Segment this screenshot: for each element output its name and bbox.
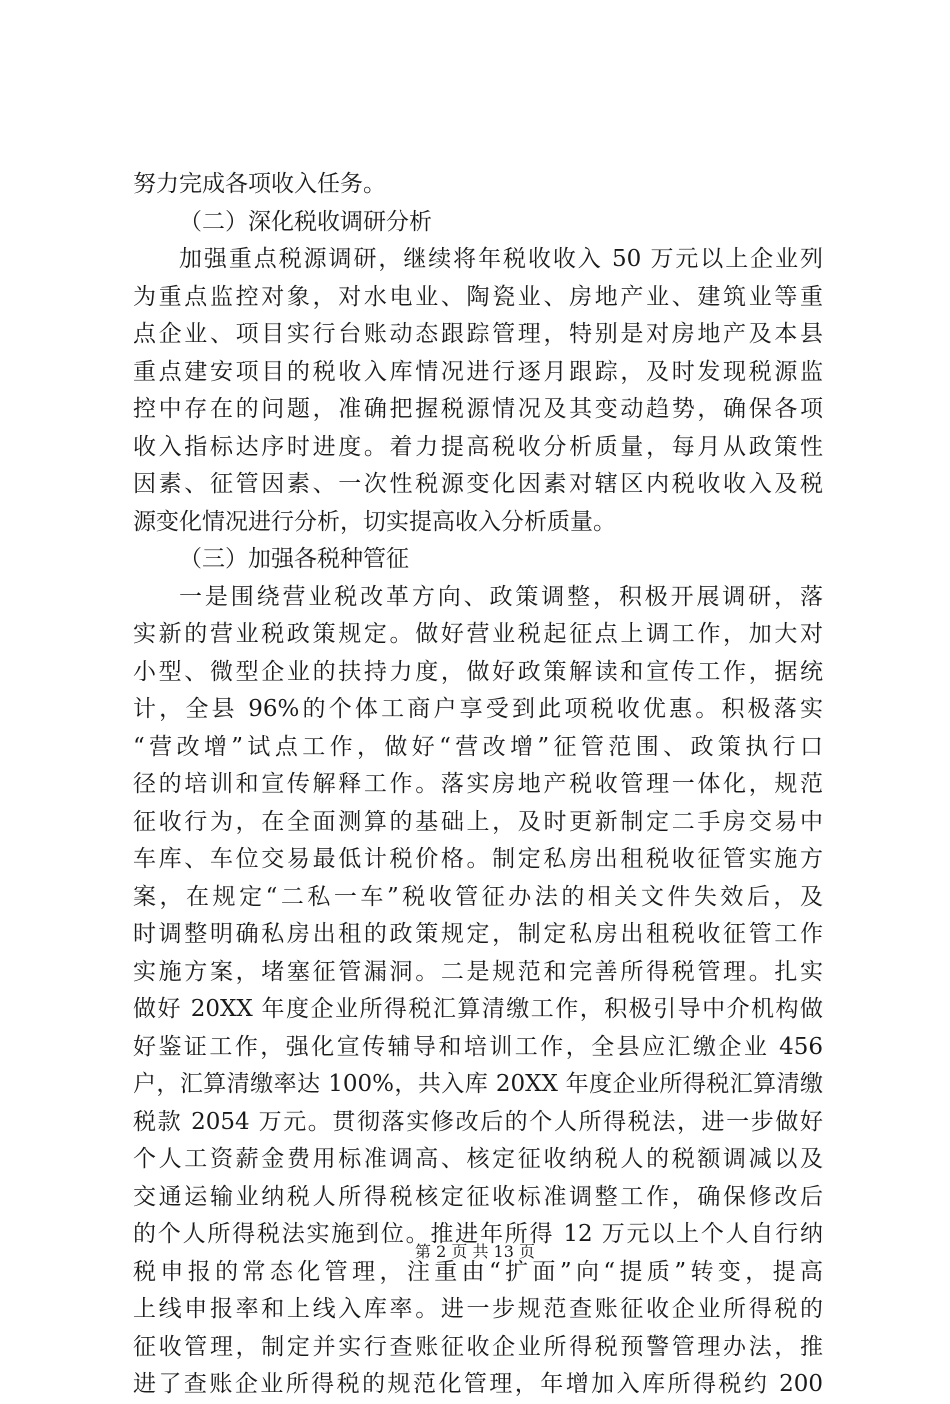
text-line: 案，在规定“二私一车”税收管征办法的相关文件失效后，及 [133, 883, 823, 910]
text-line: 税申报的常态化管理，注重由“扩面”向“提质”转变，提高 [133, 1258, 823, 1285]
text-line: 收入指标达序时进度。着力提高税收分析质量，每月从政策性 [133, 433, 823, 460]
text-line: 车库、车位交易最低计税价格。制定私房出租税收征管实施方 [133, 846, 823, 872]
text-line: 时调整明确私房出租的政策规定，制定私房出租税收征管工作 [133, 921, 823, 947]
text-line: 计，全县 96%的个体工商户享受到此项税收优惠。积极落实 [133, 696, 823, 722]
text-line: 小型、微型企业的扶持力度，做好政策解读和宣传工作，据统 [133, 658, 823, 685]
text-line: 个人工资薪金费用标准调高、核定征收纳税人的税额调减以及 [133, 1146, 823, 1172]
text-line: 征收管理，制定并实行查账征收企业所得税预警管理办法，推 [133, 1333, 823, 1360]
text-line: 努力完成各项收入任务。 [133, 171, 386, 197]
text-line: 为重点监控对象，对水电业、陶瓷业、房地产业、建筑业等重 [133, 283, 823, 310]
text-line: 控中存在的问题，准确把握税源情况及其变动趋势，确保各项 [133, 396, 823, 422]
text-line: 实施方案，堵塞征管漏洞。二是规范和完善所得税管理。扎实 [133, 958, 823, 985]
text-line: 一是围绕营业税改革方向、政策调整，积极开展调研，落 [179, 583, 823, 610]
text-line: 做好 20XX 年度企业所得税汇算清缴工作，积极引导中介机构做 [133, 996, 823, 1022]
text-line: 交通运输业纳税人所得税核定征收标准调整工作，确保修改后 [133, 1183, 823, 1210]
page-footer: 第 2 页 共 13 页 [415, 1242, 535, 1261]
text-line: 因素、征管因素、一次性税源变化因素对辖区内税收收入及税 [133, 471, 823, 497]
section-heading: （二）深化税收调研分析 [179, 208, 432, 235]
text-line: 好鉴证工作，强化宣传辅导和培训工作，全县应汇缴企业 456 [133, 1033, 823, 1060]
text-line: 上线申报率和上线入库率。进一步规范查账征收企业所得税的 [133, 1296, 823, 1322]
text-line: 户，汇算清缴率达 100%，共入库 20XX 年度企业所得税汇算清缴 [133, 1071, 823, 1097]
document-body [133, 166, 823, 1404]
text-line: 源变化情况进行分析，切实提高收入分析质量。 [133, 508, 616, 535]
text-line: 加强重点税源调研，继续将年税收收入 50 万元以上企业列 [179, 246, 823, 272]
text-line: 税款 2054 万元。贯彻落实修改后的个人所得税法，进一步做好 [133, 1108, 823, 1135]
text-line: 进了查账企业所得税的规范化管理，年增加入库所得税约 200 [133, 1371, 823, 1397]
text-line: 径的培训和宣传解释工作。落实房地产税收管理一体化，规范 [133, 771, 823, 797]
text-line: 征收行为，在全面测算的基础上，及时更新制定二手房交易中 [133, 808, 823, 835]
text-line: 点企业、项目实行台账动态跟踪管理，特别是对房地产及本县 [133, 321, 823, 347]
section-heading: （三）加强各税种管征 [179, 546, 409, 572]
text-line: 重点建安项目的税收入库情况进行逐月跟踪，及时发现税源监 [133, 358, 823, 385]
text-line: 实新的营业税政策规定。做好营业税起征点上调工作，加大对 [133, 621, 823, 647]
text-line: 的个人所得税法实施到位。推进年所得 12 万元以上个人自行纳 [133, 1221, 823, 1247]
text-line: “营改增”试点工作，做好“营改增”征管范围、政策执行口 [133, 733, 823, 760]
